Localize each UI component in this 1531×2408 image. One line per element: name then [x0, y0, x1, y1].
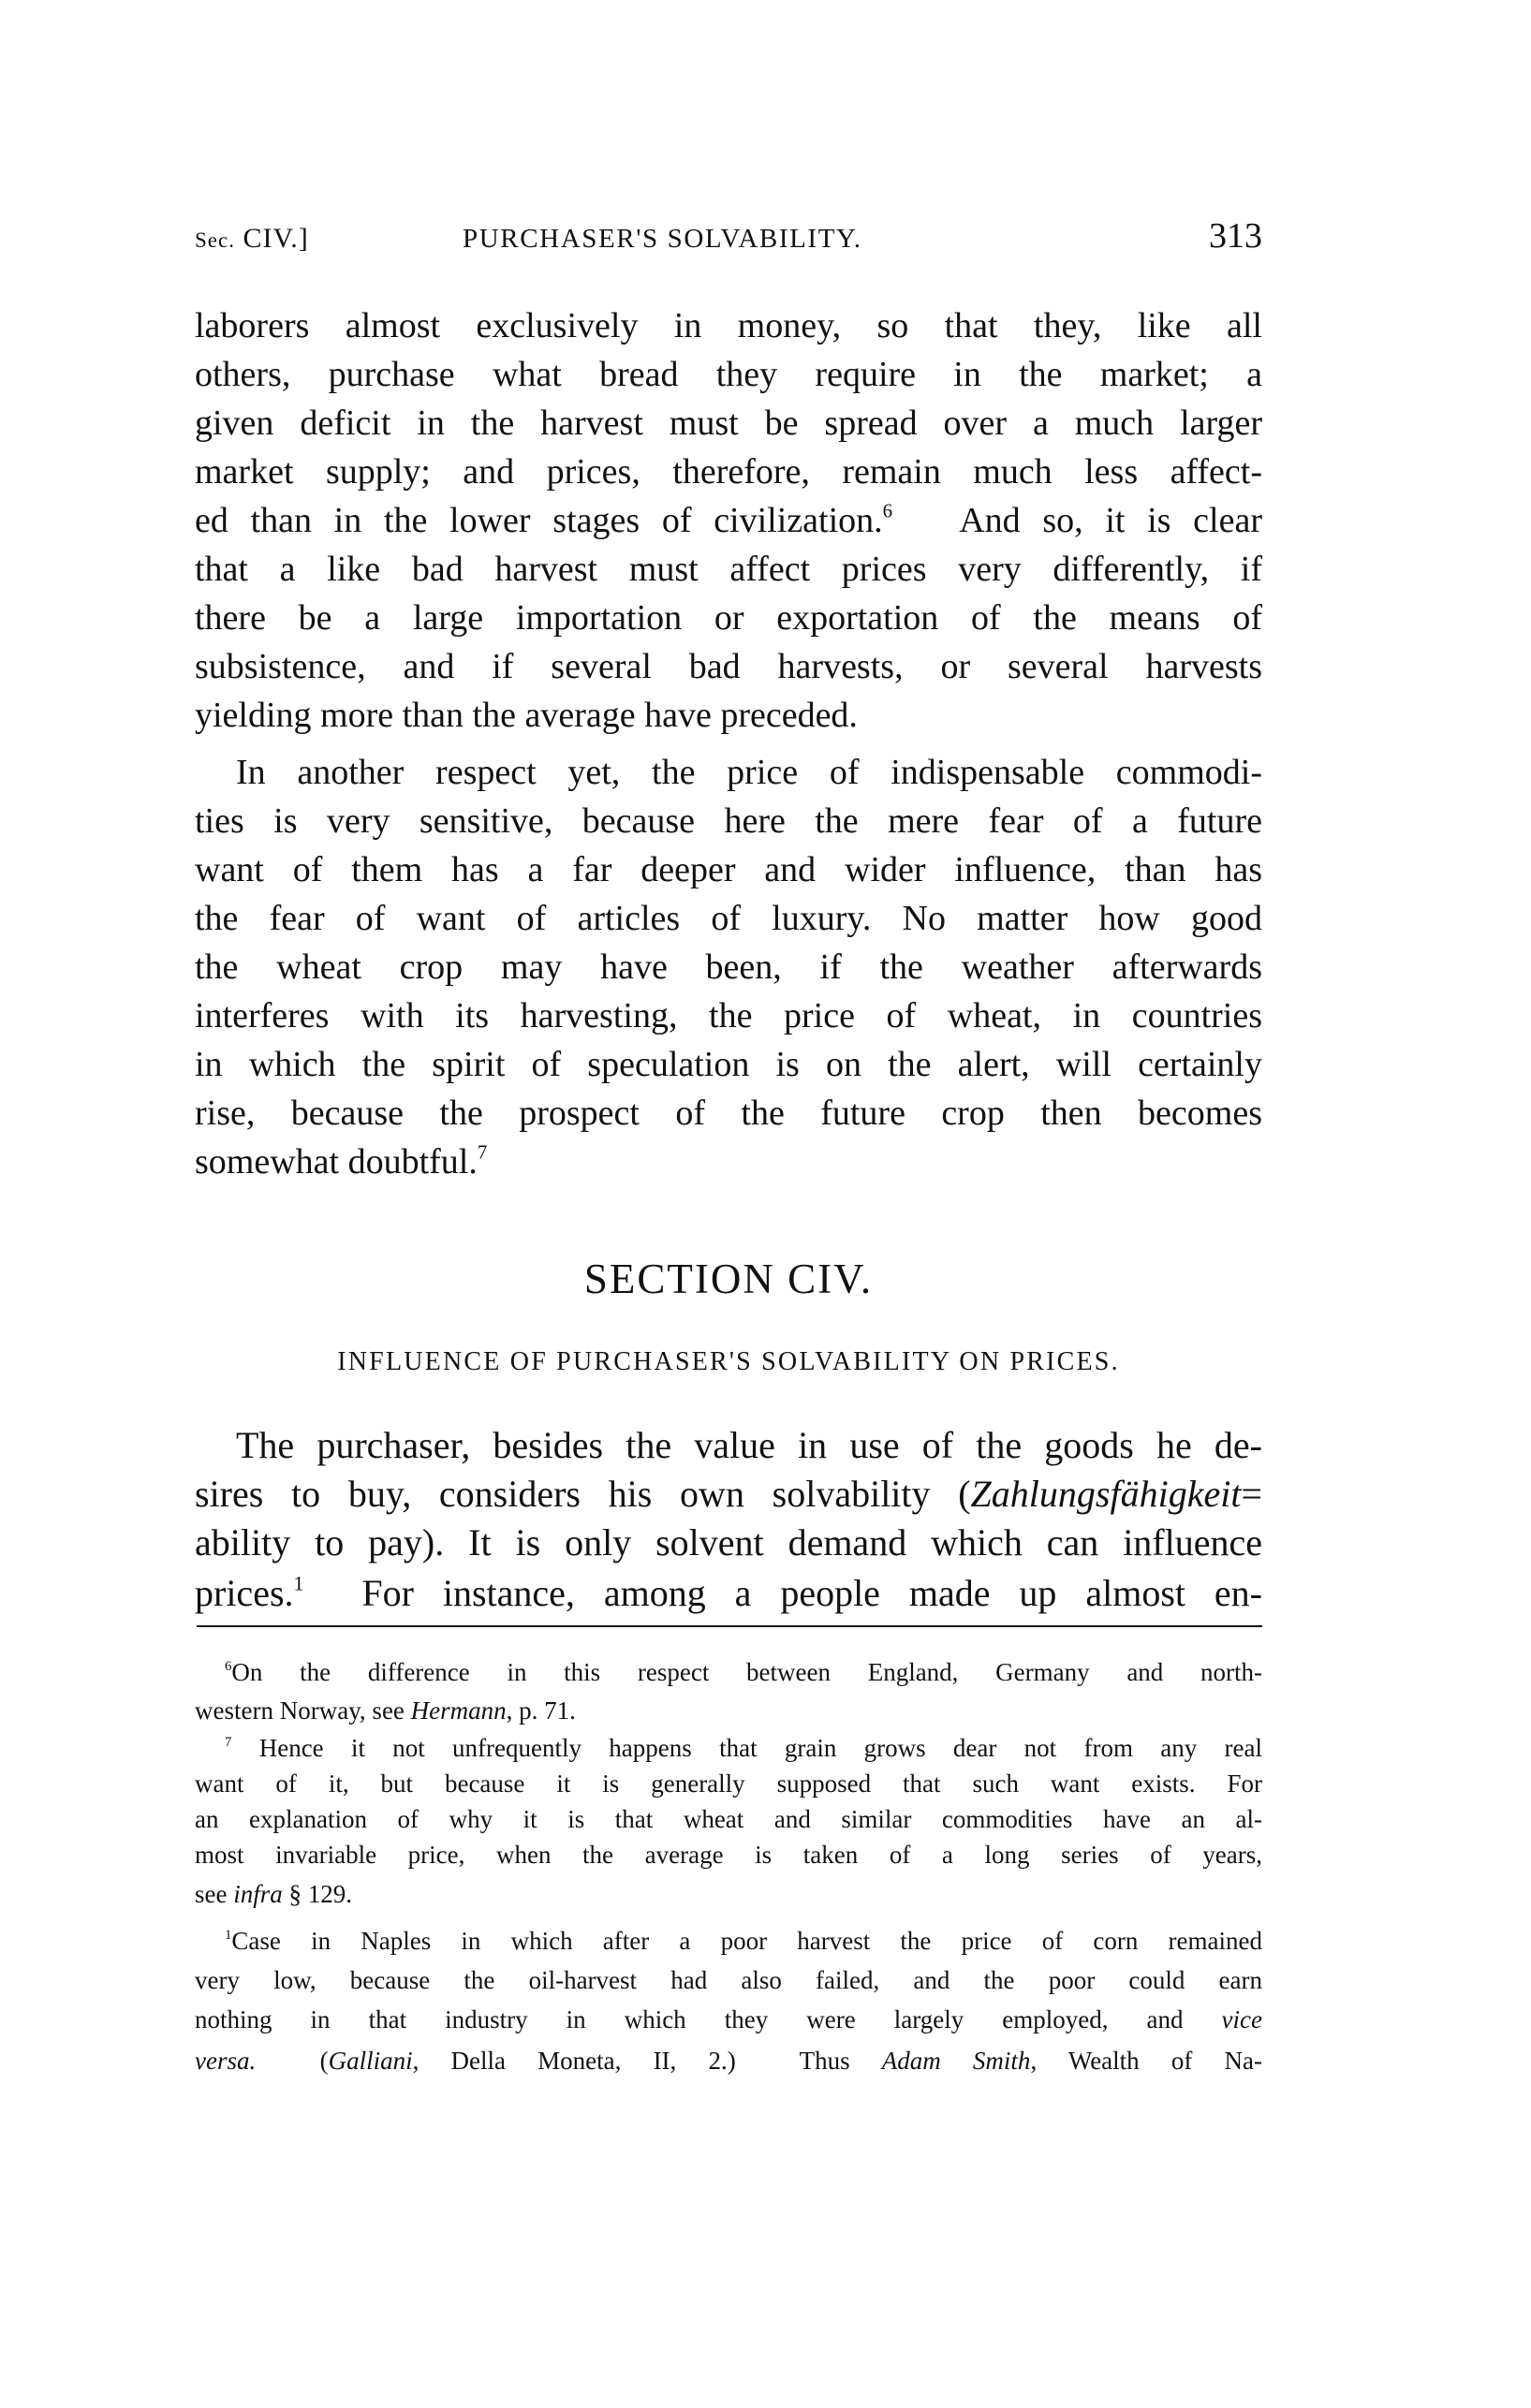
footnote-line — [225, 1729, 1262, 1767]
text-span: Hence it not unfrequently happens that grain grows dear not from any real — [258, 1734, 1262, 1762]
footnote-marker: 1 — [225, 1927, 232, 1943]
text-line: that a like bad harvest must affect prices very differently, if — [195, 550, 1262, 589]
footnote-separator — [197, 1625, 1262, 1627]
text-line: rise, because the prospect of the future crop then becomes — [195, 1094, 1262, 1133]
text-span: On the difference in this respect between England, Germany and north- — [231, 1658, 1262, 1686]
text-span: For instance, among a people made up almost en- — [303, 1572, 1262, 1614]
text-span: western Norway, see — [195, 1696, 411, 1725]
text-span: ( — [256, 2047, 329, 2075]
footnote-line: most invariable price, when the average is taken of a long series of years, — [195, 1841, 1262, 1869]
header-section-ref — [195, 223, 309, 255]
header-section-prefix: Sec. — [195, 228, 235, 252]
text-line — [195, 496, 1262, 545]
text-line: want of them has a far deeper and wider influence, than has — [195, 850, 1262, 889]
italic-term: infra — [233, 1880, 283, 1908]
header-section-number: CIV.] — [243, 223, 309, 254]
text-line: ties is very sensitive, because here the mere fear of a future — [195, 801, 1262, 841]
text-span: = — [1241, 1473, 1262, 1515]
text-span: , p. 71. — [506, 1696, 576, 1725]
footnote-line — [195, 1875, 1262, 1913]
text-span: nothing in that industry in which they were largely employed, and — [195, 2005, 1222, 2034]
running-header — [195, 216, 1262, 257]
footnote-line — [195, 2001, 1262, 2038]
text-line: in which the spirit of speculation is on the alert, will certainly — [195, 1045, 1262, 1084]
text-line: In another respect yet, the price of indispensable commodi- — [236, 753, 1262, 792]
text-line: ability to pay). It is only solvent demand which can influence — [195, 1521, 1262, 1564]
footnote-ref-6[interactable]: 6 — [882, 499, 893, 522]
italic-term: versa. — [195, 2047, 257, 2075]
text-line: the wheat crop may have been, if the weather afterwards — [195, 947, 1262, 987]
text-line: interferes with its harvesting, the price of wheat, in countries — [195, 996, 1262, 1035]
text-line — [195, 1138, 1262, 1186]
italic-author: Hermann — [410, 1696, 507, 1725]
footnote-marker: 7 — [225, 1734, 232, 1750]
italic-author: Adam Smith — [881, 2047, 1031, 2075]
text-line — [195, 1470, 1262, 1519]
text-span: see — [195, 1880, 234, 1908]
text-line: market supply; and prices, therefore, remain much less affect- — [195, 452, 1262, 492]
text-line: subsistence, and if several bad harvests, or several harvests — [195, 647, 1262, 686]
text-span: ed than in the lower stages of civilization. — [195, 501, 883, 540]
text-line: laborers almost exclusively in money, so that they, like all — [195, 306, 1262, 345]
text-span: , Della Moneta, II, 2.) Thus — [412, 2047, 882, 2075]
text-span: , Wealth of Na- — [1030, 2047, 1262, 2075]
footnote-line — [195, 2042, 1262, 2079]
text-line: yielding more than the average have preceded. — [195, 696, 858, 735]
italic-term: Zahlungsfähigkeit — [970, 1473, 1242, 1515]
page-number: 313 — [1209, 216, 1262, 256]
text-span: sires to buy, considers his own solvability ( — [195, 1473, 971, 1515]
text-line: the fear of want of articles of luxury. No matter how good — [195, 899, 1262, 938]
italic-author: Galliani — [328, 2047, 413, 2075]
text-line: The purchaser, besides the value in use of the goods he de- — [236, 1424, 1262, 1466]
text-span: somewhat doubtful. — [195, 1142, 478, 1182]
footnote-line — [195, 1692, 1262, 1729]
header-title: PURCHASER'S SOLVABILITY. — [463, 224, 862, 254]
footnote-line — [225, 1653, 1262, 1691]
text-span: § 129. — [282, 1880, 352, 1908]
footnote-ref-7[interactable]: 7 — [477, 1140, 488, 1164]
footnote-line: want of it, but because it is generally supposed that such want exists. For — [195, 1769, 1262, 1798]
text-line: there be a large importation or exportation of the means of — [195, 598, 1262, 638]
footnote-line — [225, 1922, 1262, 1960]
section-title: SECTION CIV. — [583, 1255, 874, 1302]
text-line — [195, 1569, 1262, 1618]
footnote-ref-1[interactable]: 1 — [293, 1571, 304, 1595]
text-line: others, purchase what bread they require in the market; a — [195, 355, 1262, 394]
footnote-marker: 6 — [225, 1658, 232, 1674]
section-subtitle: INFLUENCE OF PURCHASER'S SOLVABILITY ON PRICES. — [337, 1347, 1120, 1376]
footnote-line: an explanation of why it is that wheat and similar commodities have an al- — [195, 1805, 1262, 1833]
text-span: prices. — [195, 1572, 294, 1614]
text-span: Case in Naples in which after a poor harvest the price of corn remained — [231, 1927, 1262, 1955]
italic-term: vice — [1221, 2005, 1262, 2034]
text-span: And so, it is clear — [959, 501, 1262, 540]
text-line: given deficit in the harvest must be spread over a much larger — [195, 404, 1262, 443]
footnote-line: very low, because the oil-harvest had also failed, and the poor could earn — [195, 1966, 1262, 1994]
